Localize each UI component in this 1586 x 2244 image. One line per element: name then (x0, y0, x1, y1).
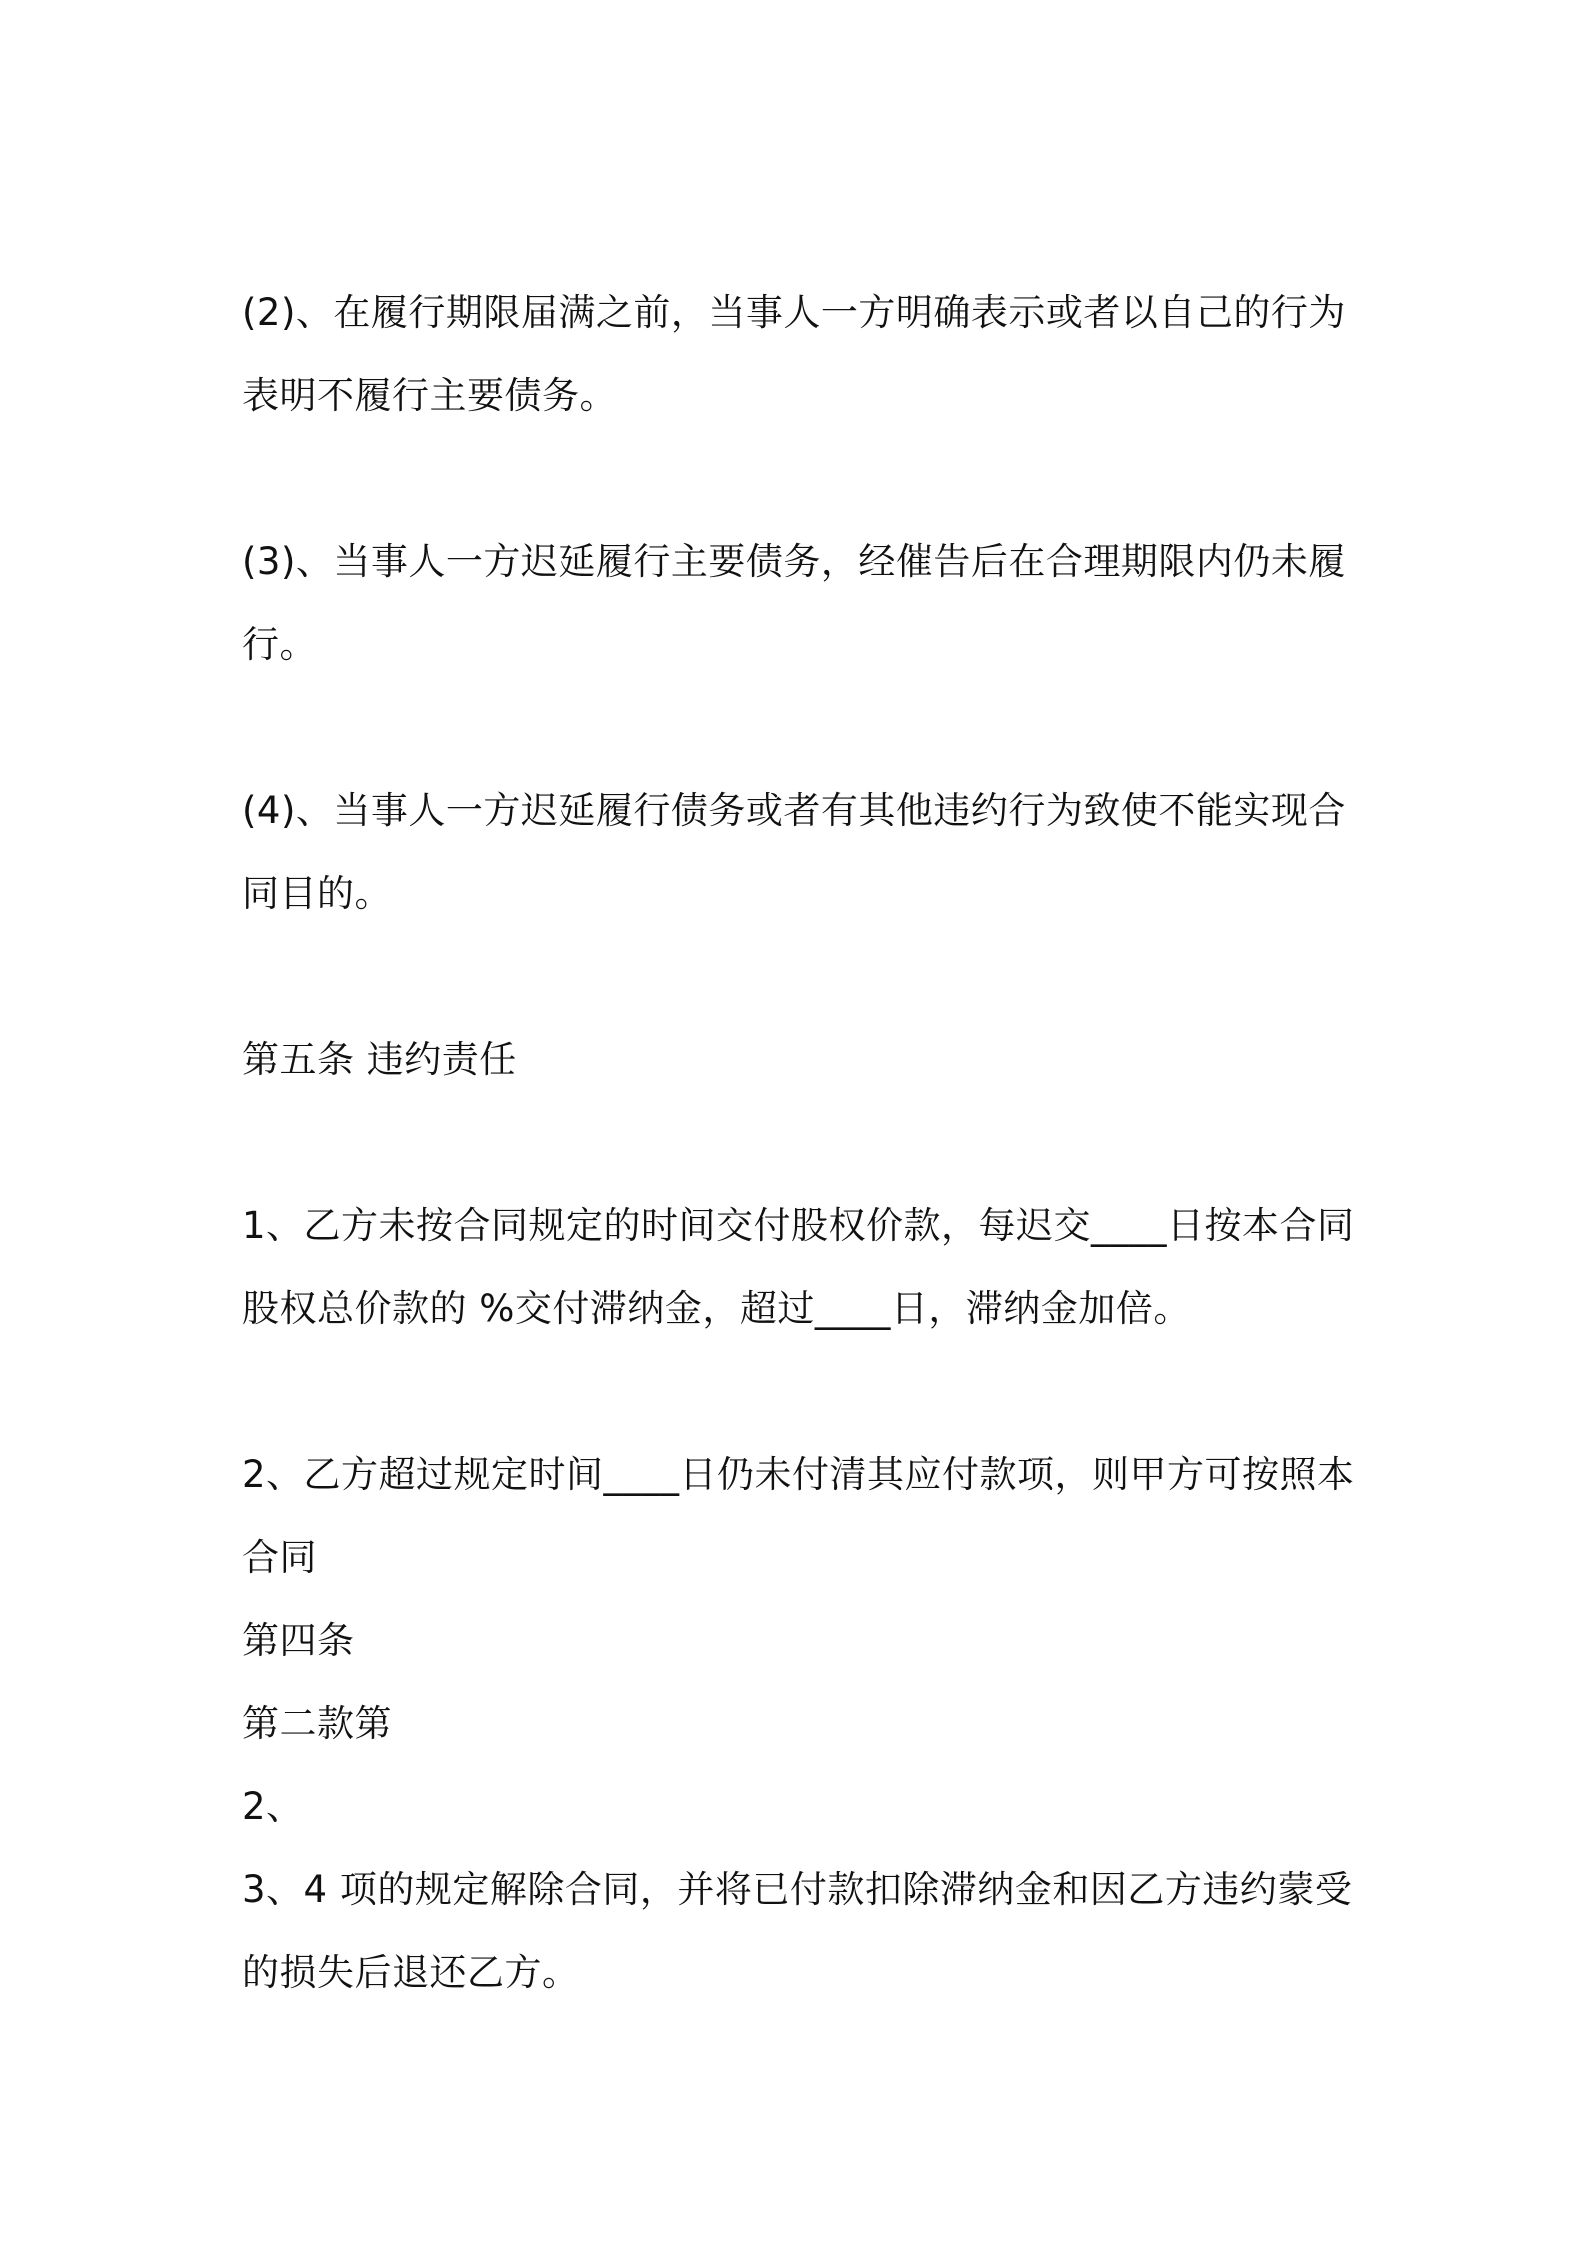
paragraph-4-line-1: (4)、当事人一方迟延履行债务或者有其他违约行为致使不能实现合 (242, 789, 1346, 832)
paragraph-3-line-1: (3)、当事人一方迟延履行主要债务，经催告后在合理期限内仍未履 (242, 540, 1346, 583)
paragraph-2-line-2: 表明不履行主要债务。 (242, 374, 617, 417)
item-2-line-5: 2、 (242, 1785, 304, 1828)
item-2-line-4: 第二款第 (242, 1702, 392, 1745)
item-2-line-7: 的损失后退还乙方。 (242, 1951, 580, 1994)
item-2-line-2: 合同 (242, 1536, 317, 1579)
item-2-line-1: 2、乙方超过规定时间____日仍未付清其应付款项，则甲方可按照本 (242, 1453, 1355, 1496)
item-2-line-6: 3、4 项的规定解除合同，并将已付款扣除滞纳金和因乙方违约蒙受 (242, 1868, 1353, 1911)
item-2-line-3: 第四条 (242, 1619, 355, 1662)
paragraph-4-line-2: 同目的。 (242, 872, 392, 915)
paragraph-2-line-1: (2)、在履行期限届满之前，当事人一方明确表示或者以自己的行为 (242, 291, 1346, 334)
article-5-heading: 第五条 违约责任 (242, 1038, 517, 1081)
item-1-line-1: 1、乙方未按合同规定的时间交付股权价款，每迟交____日按本合同 (242, 1204, 1355, 1247)
item-1-line-2: 股权总价款的 %交付滞纳金，超过____日，滞纳金加倍。 (242, 1287, 1191, 1330)
paragraph-3-line-2: 行。 (242, 623, 317, 666)
